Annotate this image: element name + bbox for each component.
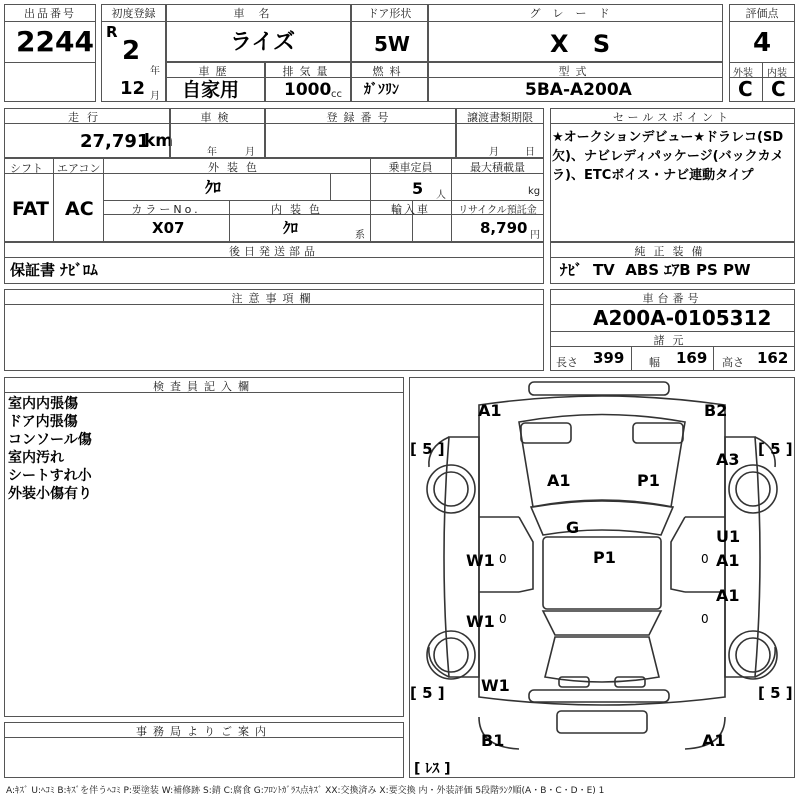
- inspector-line: 室内内張傷: [8, 396, 78, 412]
- mark-windshield: G: [566, 518, 580, 537]
- max-load-label: 最大積載量: [470, 161, 525, 174]
- sales-point-label: セールスポイント: [612, 111, 732, 124]
- mark-hood-left: A1: [547, 471, 571, 490]
- exterior-color-label: 外装色: [208, 161, 265, 174]
- inspection-year-unit: 年: [207, 147, 217, 158]
- interior-grade: C: [771, 77, 786, 101]
- displacement-unit: cc: [331, 89, 342, 100]
- door-type: 5W: [374, 32, 410, 56]
- mark-right-front-fender: A3: [716, 450, 740, 469]
- mark-left-front-door: W1: [466, 551, 495, 570]
- history: 自家用: [182, 79, 240, 101]
- tire-front-left: [ 5 ]: [410, 440, 445, 458]
- interior-color: ｸﾛ: [283, 219, 299, 237]
- inspector-line: シートすれ小: [8, 468, 92, 484]
- fuel-label: 燃料: [372, 65, 407, 78]
- shift: FAT: [12, 198, 49, 220]
- inspection-label: 車検: [200, 111, 235, 124]
- mark-zero: 0: [499, 612, 507, 626]
- width-label: 幅: [649, 356, 660, 369]
- score: 4: [753, 28, 772, 58]
- length: 399: [593, 349, 625, 367]
- inspector-line: コンソール傷: [8, 432, 92, 448]
- chassis-label: 車台番号: [642, 292, 703, 305]
- car-name-label: 車名: [233, 7, 284, 20]
- mark-left-rear-door: W1: [466, 612, 495, 631]
- spare-tire: [ ﾚｽ ]: [414, 761, 451, 777]
- tire-rear-left: [ 5 ]: [410, 684, 445, 702]
- era: R: [106, 23, 118, 41]
- transfer-day-unit: 日: [525, 147, 535, 158]
- displacement-label: 排気量: [282, 65, 334, 78]
- registration-number-label: 登録番号: [326, 111, 395, 124]
- color-number-label: カラーNo.: [131, 203, 201, 216]
- capacity-label: 乗車定員: [388, 161, 433, 174]
- mark-rear-right: A1: [702, 731, 726, 750]
- interior-grade-label: 内装: [767, 68, 787, 79]
- later-parts: 保証書 ﾅﾋﾞﾛﾑ: [10, 261, 98, 279]
- month-unit: 月: [150, 91, 160, 102]
- damage-legend: A:ｷｽﾞ U:ﾍｺﾐ B:ｷｽﾞを伴うﾍｺﾐ P:要塗装 W:補修跡 S:錆 C:腐食 G:ﾌﾛﾝﾄｶﾞﾗｽ点ｷｽﾞ XX:交換済み X:要交換 内・外装評価 5段階ﾗﾝｸ順(A・B・C・D・E) 1: [6, 786, 605, 796]
- grade: X S: [550, 30, 619, 58]
- mark-left-quarter: W1: [481, 676, 510, 695]
- later-parts-label: 後日発送部品: [229, 245, 319, 258]
- mileage: 27,791: [80, 131, 150, 152]
- mileage-label: 走行: [68, 111, 106, 124]
- reg-month: 12: [120, 78, 146, 99]
- car-diagram: [409, 377, 795, 778]
- mark-zero: 0: [701, 612, 709, 626]
- dims-label: 諸元: [653, 334, 692, 347]
- inspector-line: 外装小傷有り: [8, 486, 92, 502]
- year-unit: 年: [150, 66, 160, 77]
- height: 162: [757, 349, 789, 367]
- inspection-month-unit: 月: [245, 147, 255, 158]
- mark-front-left: A1: [478, 401, 502, 420]
- equipment-label: 純正装備: [634, 245, 711, 258]
- tire-rear-right: [ 5 ]: [758, 684, 793, 702]
- equipment: ﾅﾋﾞ TV ABS ｴｱB PS PW: [560, 261, 751, 279]
- mark-right-front-door: A1: [716, 551, 740, 570]
- capacity-unit: 人: [436, 190, 446, 201]
- width: 169: [676, 349, 708, 367]
- interior-color-suffix: 系: [355, 230, 365, 241]
- mark-front-right: B2: [704, 401, 728, 420]
- capacity: 5: [412, 179, 424, 198]
- sales-point-text: ★オークションデビュー★ドラレコ(SD欠)、ナビレディパッケージ(バックカメラ)、ETCボイス・ナビ連動タイプ: [552, 130, 784, 183]
- mark-right-front-door-dent: U1: [716, 527, 741, 546]
- max-load-unit: kg: [528, 186, 541, 197]
- inspector-label: 検査員記入欄: [153, 380, 255, 393]
- inspector-line: 室内汚れ: [8, 450, 64, 466]
- recycle-deposit: 8,790: [480, 219, 528, 237]
- office-label: 事務局よりご案内: [136, 725, 272, 738]
- lot-number: 2244: [16, 25, 94, 58]
- import-label: 輸入車: [391, 203, 430, 216]
- transfer-deadline-label: 譲渡書類期限: [467, 111, 533, 124]
- mark-hood-right: P1: [637, 471, 660, 490]
- exterior-color: ｸﾛ: [205, 178, 222, 197]
- reg-year: 2: [122, 36, 141, 66]
- ac-label: エアコン: [57, 162, 101, 175]
- mark-rear-left: B1: [481, 731, 505, 750]
- height-label: 高さ: [722, 356, 744, 369]
- exterior-grade: C: [738, 77, 753, 101]
- length-label: 長さ: [556, 356, 578, 369]
- inspector-notes: [8, 395, 92, 503]
- recycle-label: リサイクル預託金: [458, 205, 537, 216]
- mark-zero: 0: [701, 552, 709, 566]
- score-label: 評価点: [745, 7, 779, 20]
- history-label: 車歴: [198, 65, 233, 78]
- transfer-month-unit: 月: [489, 147, 499, 158]
- model: 5BA-A200A: [525, 80, 632, 100]
- color-number: X07: [152, 219, 185, 237]
- first-registration-label: 初度登録: [111, 7, 156, 20]
- displacement: 1000: [284, 80, 332, 100]
- mark-zero: 0: [499, 552, 507, 566]
- lot-number-label: 出品番号: [24, 7, 76, 20]
- exterior-grade-label: 外装: [733, 68, 753, 79]
- door-label: ドア形状: [367, 7, 412, 20]
- ac: AC: [65, 198, 94, 220]
- chassis-number: A200A-0105312: [593, 306, 772, 330]
- inspector-line: ドア内張傷: [8, 414, 78, 430]
- fuel: ｶﾞｿﾘﾝ: [364, 82, 399, 98]
- notes-label: 注意事項欄: [231, 292, 317, 305]
- mileage-unit: km: [144, 131, 174, 151]
- tire-front-right: [ 5 ]: [758, 440, 793, 458]
- interior-color-label: 内装色: [271, 203, 328, 216]
- recycle-unit: 円: [530, 230, 540, 241]
- grade-label: グレード: [529, 7, 622, 20]
- mark-right-rear-door: A1: [716, 586, 740, 605]
- model-label: 型式: [558, 65, 593, 78]
- car-name: ライズ: [230, 30, 296, 55]
- shift-label: シフト: [10, 162, 43, 175]
- mark-roof: P1: [593, 548, 616, 567]
